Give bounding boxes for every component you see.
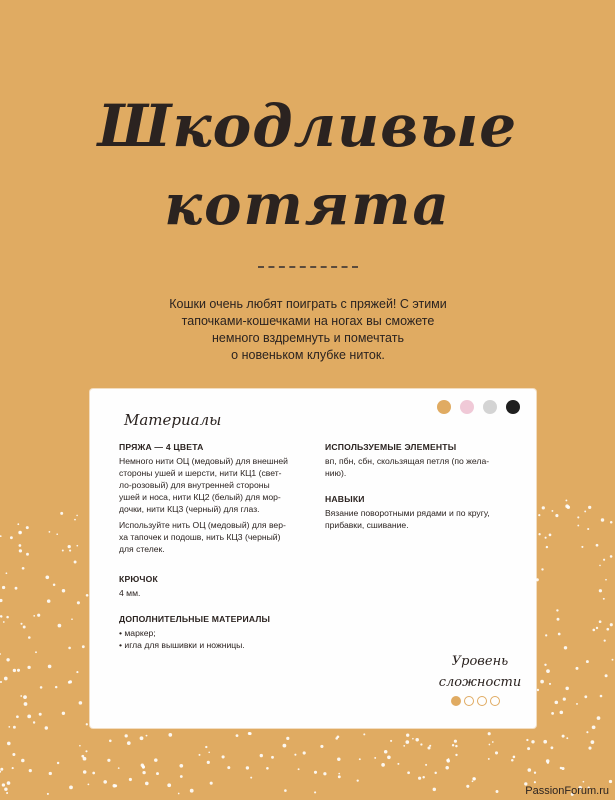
materials-title: Материалы — [124, 411, 222, 429]
text-line: Немного нити ОЦ (медовый) для внешней — [119, 456, 288, 466]
text-line: Используйте нить ОЦ (медовый) для вер- — [119, 520, 286, 530]
watermark: PassionForum.ru — [525, 785, 609, 797]
page-title-line1: Шкодливые — [97, 92, 518, 160]
yarn-color-dot-3 — [506, 400, 520, 414]
difficulty-title-line: Уровень — [451, 654, 509, 669]
text-line: ло-розовый) для внутренней стороны — [119, 480, 270, 490]
extra-materials-heading: ДОПОЛНИТЕЛЬНЫЕ МАТЕРИАЛЫ — [119, 614, 271, 624]
intro-line: тапочками-кошечками на ногах вы сможете — [181, 314, 435, 328]
materials-card — [90, 389, 536, 728]
title-divider — [258, 266, 358, 268]
hook-heading: КРЮЧОК — [119, 574, 158, 584]
text-line: прибавки, сшивание. — [325, 520, 409, 530]
intro-line: немного вздремнуть и помечтать — [212, 331, 404, 345]
difficulty-dot — [464, 696, 474, 706]
extra-item: • маркер; — [119, 628, 156, 638]
difficulty-dot — [477, 696, 487, 706]
intro-line: о новеньком клубке ниток. — [231, 348, 385, 362]
text-line: ушей и носа, нити КЦ2 (белый) для мор- — [119, 492, 281, 502]
yarn-color-dots — [437, 400, 520, 414]
difficulty-dot — [490, 696, 500, 706]
yarn-heading: ПРЯЖА — 4 ЦВЕТА — [119, 442, 204, 452]
difficulty-level-indicator — [451, 696, 500, 706]
elements-heading: ИСПОЛЬЗУЕМЫЕ ЭЛЕМЕНТЫ — [325, 442, 457, 452]
intro-text — [150, 296, 466, 364]
text-line: ха тапочек и подошв, нить КЦ3 (черный) — [119, 532, 281, 542]
yarn-color-dot-1 — [460, 400, 474, 414]
text-line: стороны ушей и шерсти, нити КЦ1 (свет- — [119, 468, 282, 478]
text-line: дочки, нити КЦ3 (черный) для глаз. — [119, 504, 260, 514]
text-line: вп, пбн, сбн, скользящая петля (по жела- — [325, 456, 490, 466]
materials-right-column — [325, 441, 513, 531]
difficulty-title-line: сложности — [438, 675, 522, 690]
yarn-paragraph-2 — [119, 519, 301, 555]
yarn-color-dot-2 — [483, 400, 497, 414]
text-line: нию). — [325, 468, 347, 478]
yarn-color-dot-main — [437, 400, 451, 414]
skills-heading: НАВЫКИ — [325, 494, 365, 504]
difficulty-dot — [451, 696, 461, 706]
materials-left-column — [119, 441, 301, 651]
intro-line: Кошки очень любят поиграть с пряжей! С этими — [169, 297, 447, 311]
page-title-line2: котята — [164, 172, 451, 238]
difficulty-title — [430, 651, 530, 693]
extra-item: • игла для вышивки и ножницы. — [119, 640, 245, 650]
hook-value: 4 мм. — [119, 588, 141, 598]
yarn-paragraph-1 — [119, 455, 301, 515]
text-line: для стелек. — [119, 544, 165, 554]
text-line: Вязание поворотными рядами и по кругу, — [325, 508, 490, 518]
